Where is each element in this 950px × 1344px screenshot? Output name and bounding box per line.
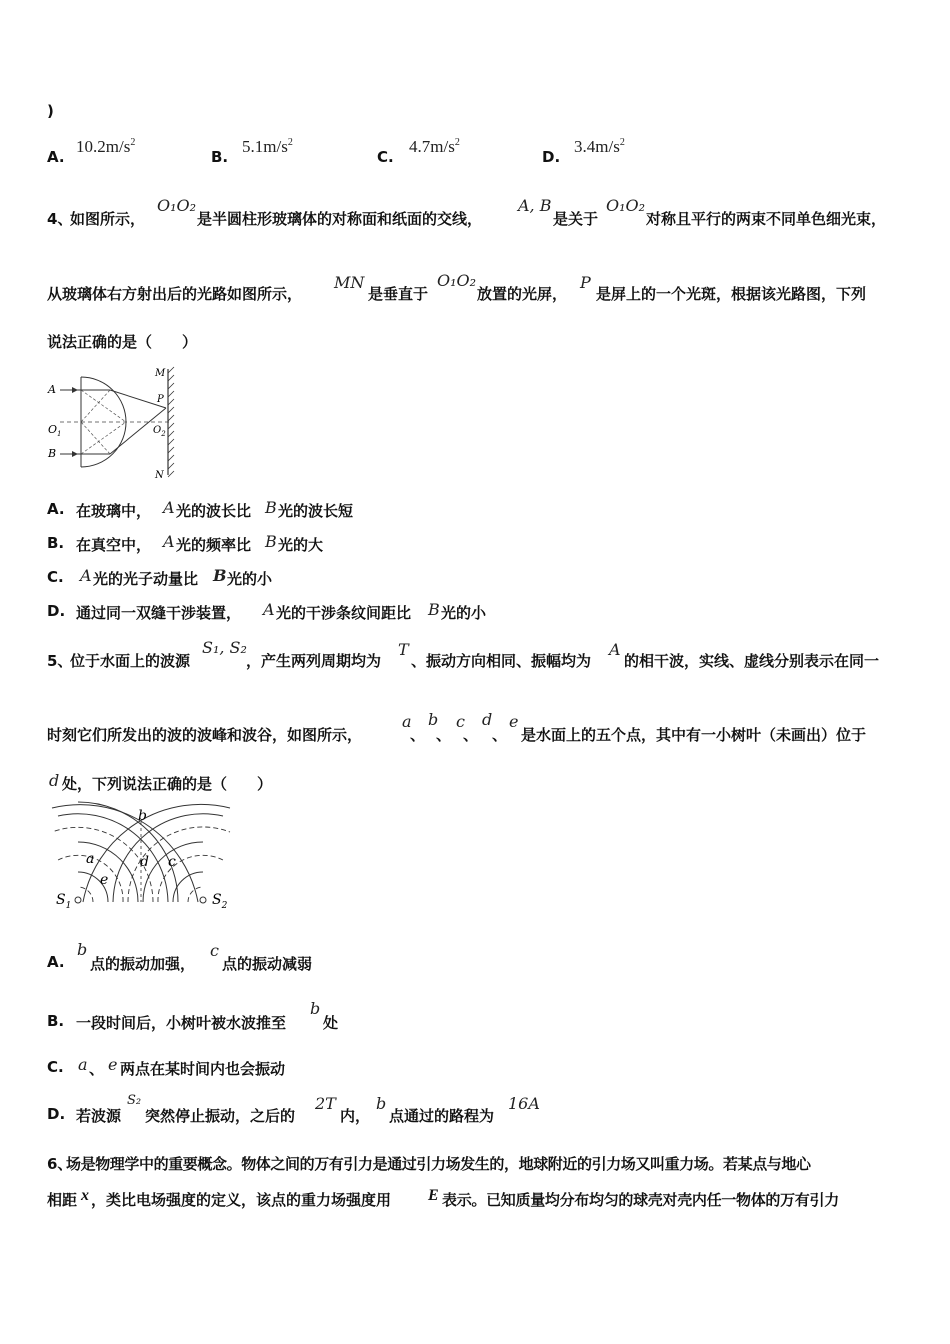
q5-sep: 、 (463, 726, 479, 744)
q4-text: 放置的光屏， (477, 285, 568, 303)
q4-fig-label-o2: $O_2$ (153, 425, 166, 438)
q4-fig-label-m: M (155, 368, 166, 379)
q6-text: 场是物理学中的重要概念。物体之间的万有引力是通过引力场发生的，地球附近的引力场又叫重力场。若某点与地心 (66, 1155, 811, 1173)
option-math: B (265, 498, 277, 517)
option-text: 光的频率比 (176, 536, 252, 554)
q5-point: a (402, 712, 412, 731)
option-text: 光的小 (441, 604, 487, 622)
option-text: 光的波长短 (278, 502, 354, 520)
option-text: 若波源 (76, 1107, 122, 1125)
q4-text: 是垂直于 (368, 285, 429, 303)
q5-fig-label-s1: $S_1$ (56, 892, 72, 911)
q4-math: P (580, 273, 591, 292)
q3-closing-paren: ) (47, 102, 54, 120)
option-text: 处 (323, 1014, 339, 1032)
q5-math: S₁, S₂ (202, 638, 247, 657)
option-text: 光的小 (227, 570, 273, 588)
q6-text: 表示。已知质量均分布均匀的球壳对壳内任一物体的万有引力 (442, 1191, 839, 1209)
option-value: $3.4m/s^2$ (574, 137, 625, 156)
option-text: 突然停止振动，之后的 (145, 1107, 296, 1125)
q5-point: e (509, 712, 519, 731)
option-text: 两点在某时间内也会振动 (120, 1060, 286, 1078)
q6-math: x (81, 1187, 89, 1204)
q5-fig-label-b: b (138, 808, 147, 824)
option-math: b (310, 999, 321, 1018)
option-math: A (80, 566, 92, 585)
q5-text: 、振动方向相同、振幅均为 (411, 652, 592, 670)
q5-text: ，产生两列周期均为 (246, 652, 382, 670)
option-letter: A. (47, 500, 65, 518)
option-math: a (78, 1055, 88, 1074)
option-text: 点的振动加强， (90, 955, 196, 973)
option-math: A (163, 532, 175, 551)
q4-fig-label-o1: $O_1$ (48, 423, 62, 438)
option-sep: 、 (89, 1060, 105, 1078)
q4-number: 4、 (47, 210, 73, 228)
q5-fig-label-d: d (140, 854, 149, 870)
q6-math: E (428, 1187, 439, 1204)
option-letter: C. (47, 568, 64, 586)
q5-fig-label-e: e (100, 872, 109, 888)
q5-point: b (428, 710, 439, 729)
option-text: 点的振动减弱 (222, 955, 313, 973)
q4-text: 是关于 (553, 210, 599, 228)
q5-math: T (398, 640, 409, 659)
option-letter: A. (47, 148, 65, 166)
option-math: B (265, 532, 277, 551)
option-letter: B. (211, 148, 229, 166)
option-letter: D. (47, 1105, 66, 1123)
q5-fig-label-a: a (86, 851, 95, 867)
option-math: A (263, 600, 275, 619)
option-text: 通过同一双缝干涉装置， (76, 604, 242, 622)
option-math: e (108, 1055, 118, 1074)
q5-sep: 、 (492, 726, 508, 744)
q4-math: O₁O₂ (437, 271, 477, 290)
q4-text: 如图所示， (70, 210, 146, 228)
q4-math: A, B (518, 196, 552, 215)
option-letter: A. (47, 953, 65, 971)
q4-math: O₁O₂ (606, 196, 646, 215)
option-letter: B. (47, 534, 65, 552)
q5-sep: 、 (410, 726, 426, 744)
q4-text: 是半圆柱形玻璃体的对称面和纸面的交线， (197, 210, 483, 228)
q4-text: 对称且平行的两束不同单色细光束， (646, 210, 887, 228)
q5-number: 5、 (47, 652, 73, 670)
q5-sep: 、 (436, 726, 452, 744)
option-text: 点通过的路程为 (389, 1107, 495, 1125)
q5-text: 位于水面上的波源 (70, 652, 191, 670)
option-text: 一段时间后，小树叶被水波推至 (76, 1014, 287, 1032)
q5-math: d (49, 771, 60, 790)
option-math: A (163, 498, 175, 517)
q6-text: 相距 (47, 1191, 78, 1209)
q4-fig-label-p: P (157, 394, 164, 405)
option-letter: B. (47, 1012, 65, 1030)
option-text: 光的干涉条纹间距比 (276, 604, 412, 622)
q5-fig-label-s2: $S_2$ (212, 892, 228, 911)
q4-text: 说法正确的是（ ） (47, 333, 198, 351)
q5-point: c (456, 712, 465, 731)
option-letter: D. (542, 148, 561, 166)
q4-fig-label-n: N (155, 470, 164, 481)
option-math: b (77, 940, 88, 959)
option-text: 在真空中， (76, 536, 152, 554)
option-math: B (213, 566, 227, 585)
q5-point: d (482, 710, 493, 729)
q5-text: 处，下列说法正确的是（ ） (62, 775, 273, 793)
option-value: $5.1m/s^2$ (242, 137, 293, 156)
q4-math: MN (334, 273, 365, 292)
q5-wave-figure (48, 800, 238, 916)
option-text: 光的波长比 (176, 502, 252, 520)
q4-fig-label-a: A (48, 383, 56, 396)
option-math: 2T (315, 1094, 336, 1113)
option-math: S₂ (127, 1093, 142, 1108)
option-letter: D. (47, 602, 66, 620)
option-value: $10.2m/s^2$ (76, 137, 136, 156)
q5-math: A (609, 640, 621, 659)
q6-text: ，类比电场强度的定义，该点的重力场强度用 (91, 1191, 392, 1209)
q6-number: 6、 (47, 1155, 73, 1173)
option-text: 光的光子动量比 (93, 570, 199, 588)
q4-math: O₁O₂ (157, 196, 197, 215)
option-text: 在玻璃中， (76, 502, 152, 520)
option-letter: C. (47, 1058, 64, 1076)
option-letter: C. (377, 148, 394, 166)
q5-text: 是水面上的五个点，其中有一小树叶（未画出）位于 (521, 726, 867, 744)
option-text: 光的大 (278, 536, 324, 554)
q5-text: 时刻它们所发出的波的波峰和波谷，如图所示， (47, 726, 363, 744)
q4-optics-figure (44, 363, 184, 485)
option-value: $4.7m/s^2$ (409, 137, 460, 156)
q4-text: 是屏上的一个光斑，根据该光路图，下列 (596, 285, 867, 303)
q5-text: 的相干波，实线、虚线分别表示在同一 (624, 652, 880, 670)
option-text: 内， (340, 1107, 371, 1125)
option-math: 16A (508, 1094, 540, 1113)
option-math: B (428, 600, 440, 619)
q5-fig-label-c: c (168, 854, 176, 870)
q4-text: 从玻璃体右方射出后的光路如图所示， (47, 285, 303, 303)
option-math: c (210, 941, 219, 960)
option-math: b (376, 1094, 387, 1113)
q4-fig-label-b: B (48, 447, 57, 460)
